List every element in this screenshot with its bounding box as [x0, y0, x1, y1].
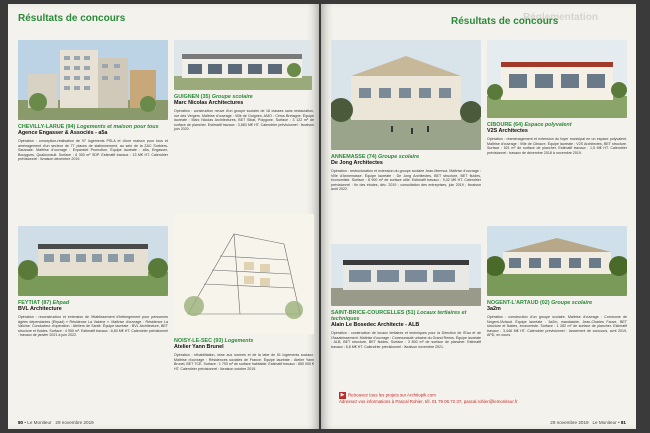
- project-type: Groupe scolaire: [551, 300, 593, 306]
- project-photo-nogent: [487, 226, 627, 296]
- project-location: CHEVILLY-LARUE (94): [18, 124, 76, 130]
- section-title: Résultats de concours: [18, 13, 126, 24]
- project-description: Opération : reconstruction et extension de l'établissement d'hébergement pour personnes âgées dépendantes (Ehpad) « Résidence La Valoine ». Maîtrise d'ouvrage : Résidence La Valoine. Conducteur d'opération : Ateliers de Santé. Équipe lauréate : BVL Architecture, BET structure et fluides. Surface : 4 950 m². Estimatif travaux : 8,83 M€ HT. Calendrier prévisionnel : travaux de janvier 2021 à juin 2022.: [18, 315, 168, 337]
- project-architect: Alain Le Bosedec Architecte - ALB: [331, 322, 420, 329]
- project-location: ANNEMASSE (74): [331, 154, 377, 160]
- project-architect: Marc Nicolas Architectures: [174, 100, 244, 107]
- project-architect: Atelier Yann Brunel: [174, 344, 224, 351]
- page-footer-left: 80 • Le Moniteur 29 novembre 2019: [18, 420, 94, 425]
- project-type: Espace polyvalent: [524, 122, 572, 128]
- project-heading: [174, 94, 314, 106]
- project-description: Opération : réhabilitation, mise aux normes et de la tabe de 51 logements sociaux. Maîtrise d'ouvrage : Résidences sociales de France. Équipe lauréate : Atelier Yann Brunel, BET TCE. Surface : 1 793 m² de surface habitable. Estimatif travaux : 850 000 € HT. Calendrier prévisionnel : livraison octobre 2019.: [174, 353, 314, 371]
- project-description: Opération : construction neuve d'un groupe scolaire de 16 classes sans restauration, rue des Vergers. Maîtrise d'ouvrage : Ville de Guignen. AMO : Cirrus Bretagne. Équipe lauréate : Marc Nicolas Architectures, BET Sibat, Polygone. Surface : 3 122 m² de surface de plancher. Estimatif travaux : 3,883 M€ HT. Calendrier prévisionnel : livraison juin 2020.: [174, 109, 314, 131]
- promo-line-1[interactable]: Retrouvez tous les projets sur Architopik.com: [348, 392, 436, 398]
- project-description: Opération : restructuration et extension du groupe scolaire Jean-Mermoz. Maîtrise d'ouvrage : Ville d'Annemasse. Équipe lauréate : De Jong Architectes, BET structure, BET fluides, économiste. Surface : 8 900 m² de surface utile. Estimatif travaux : 9,42 M€ HT. Calendrier prévisionnel : fin des études, déc. 2019 ; consultation des entreprises, juin 2019 ; livraison août 2022.: [331, 169, 481, 191]
- project-heading: [331, 154, 481, 166]
- ghost-section-title: Réglementation: [523, 12, 599, 23]
- project-heading: [487, 122, 627, 134]
- page-number: 81: [620, 420, 626, 425]
- promo-box: [339, 392, 539, 404]
- project-architect: Agence Engasser & Associés - a5a: [18, 130, 108, 137]
- right-page: [321, 4, 636, 429]
- publication-name: Le Moniteur: [27, 420, 52, 425]
- project-photo-ciboure: [487, 40, 627, 118]
- page-footer-right: 29 novembre 2019 Le Moniteur • 81: [550, 420, 626, 425]
- project-location: SAINT-BRICE-COURCELLES (51): [331, 310, 416, 316]
- project-heading: [18, 300, 168, 312]
- publication-name: Le Moniteur: [592, 420, 617, 425]
- project-photo-chevilly: [18, 40, 168, 120]
- project-type: Locaux tertiaires et techniques: [331, 310, 467, 323]
- project-sketch-noisy: [174, 214, 314, 334]
- project-location: NOGENT-L'ARTAUD (02): [487, 300, 550, 306]
- left-page: [8, 4, 319, 429]
- issue-date: 29 novembre 2019: [550, 420, 589, 425]
- project-photo-annemasse: [331, 40, 481, 150]
- project-architect: V2S Architectes: [487, 128, 528, 135]
- project-location: CIBOURE (64): [487, 122, 523, 128]
- project-architect: De Jong Architectes: [331, 160, 383, 167]
- project-photo-feytiat: [18, 226, 168, 296]
- promo-line-2[interactable]: Adressez vos informations à Pascal Rohier, tél. 01 79 06 72 37, pascal.rohier@lemoniteur.fr: [339, 399, 518, 404]
- project-architect: BVL Architecture: [18, 306, 62, 313]
- project-description: Opération : réaménagement et extension du foyer municipal en un espace polyvalent. Maîtrise d'ouvrage : Ville de Ciboure. Équipe lauréate : V2S Architectes, BET structure. Surface : 521 m² de surface de plancher. Estimatif travaux : 1,5 M€ HT. Calendrier prévisionnel : travaux de décembre 2018 à novembre 2019.: [487, 137, 627, 155]
- issue-date: 29 novembre 2019: [55, 420, 94, 425]
- project-architect: 3a2m: [487, 306, 501, 313]
- section-title: Résultats de concours: [451, 16, 559, 27]
- project-type: Groupe scolaire: [211, 94, 253, 100]
- project-location: FEYTIAT (87): [18, 300, 52, 306]
- project-description: Opération : construction de locaux tertiaires et techniques pour la Direction de l'Eau et de l'Assainissement. Maîtrise d'ouvrage : Communauté urbaine du Grand Reims. Équipe lauréate : ALB, BET structure, BET fluides. Surface : 3 800 m² de surface de plancher. Estimatif travaux : 5,8 M€ HT. Calendrier prévisionnel : livraison novembre 2021.: [331, 331, 481, 349]
- project-heading: [331, 310, 481, 329]
- project-heading: [18, 124, 168, 136]
- page-number: 80: [18, 420, 24, 425]
- project-type: Groupe scolaire: [378, 154, 420, 160]
- arrow-right-icon: ▶: [340, 392, 345, 398]
- project-description: Opération : construction d'un groupe scolaire. Maîtrise d'ouvrage : Commune de Nogent-l'Artaud. Équipe lauréate : 3a2m, mandataire, Jean-Charles Fauve, BET structure et fluides, économiste. Surface : 1 282 m² de surface de plancher. Estimatif travaux : 3,446 M€ HT. Calendrier prévisionnel : lancement de concours, avril 2019, APD, en cours.: [487, 315, 627, 337]
- project-heading: [487, 300, 627, 312]
- project-location: NOISY-LE-SEC (93): [174, 338, 224, 344]
- project-heading: [174, 338, 314, 350]
- project-location: GUIGNEN (35): [174, 94, 211, 100]
- project-type: Logements: [224, 338, 254, 344]
- project-description: Opération : conception-réalisation de 97 logements PSLA et d'une maison pour tous et aménagement d'un secteur de 77 places de stationnement, au sein de la ZAC Sorbiers-Saussaie. Maîtrise d'ouvrage : Expansiel Promotion. Équipe lauréate : a5a, Engasser, Bouygues, Qualiconsult. Surface : 6 300 m² SDP. Estimatif travaux : 13 M€ HT. Calendrier prévisionnel : livraison décembre 2019.: [18, 139, 168, 161]
- project-photo-saint-brice: [331, 244, 481, 306]
- project-photo-guignen: [174, 40, 312, 90]
- project-type: Ehpad: [52, 300, 70, 306]
- project-type: Logements et maison pour tous: [76, 124, 159, 130]
